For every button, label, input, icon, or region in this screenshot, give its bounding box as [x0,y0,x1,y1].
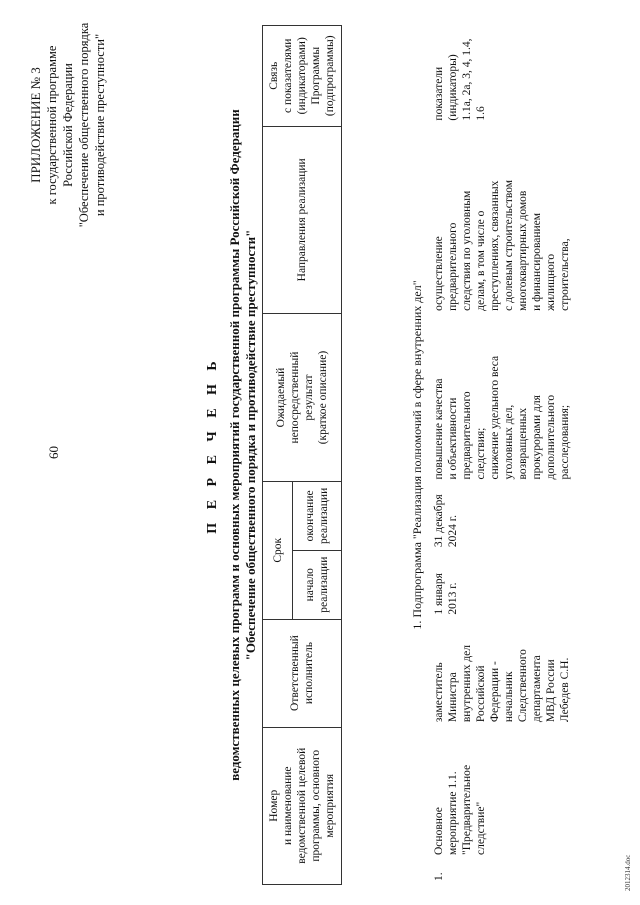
document-heading [205,5,259,885]
row-responsible: заместитель Министра внутренних дел Российской Федерации - начальник Следственного департамента МВД России Лебедев С.Н. [433,644,571,723]
heading-program-name: "Обеспечение общественного порядка и противодействие преступности" [243,229,258,661]
header-number-name: Номер и наименование ведомственной целевой программы, основного мероприятия [263,727,342,884]
heading-title: П Е Р Е Ч Е Н Ь [205,356,220,534]
appendix-title: ПРИЛОЖЕНИЕ № 3 [28,67,43,183]
appendix-block [28,5,108,245]
heading-subtitle: ведомственных целевых программ и основных мероприятий государственной программы Российской Федерации [227,109,242,781]
row-number-name [432,726,572,885]
header-term-end: окончание реализации [293,481,342,550]
row-end: 31 декабря 2024 г. [433,494,459,548]
appendix-line: к государственной программе [45,45,59,205]
row-link: показатели (индикаторы) 1.1а, 2а, 3, 4, 1.4, 1.6 [433,38,487,121]
row-directions: осуществление предварительного следствия по уголовным делам, в том числе о преступлениях, связанных с долевым строительством многоквартирных домов и финансированием жилищного строительства, [433,179,571,311]
row-index: 1. [433,872,445,881]
subprogram-title: 1. Подпрограмма "Реализация полномочий в сфере внутренних дел" [410,280,424,630]
header-responsible: Ответственный исполнитель [263,619,342,727]
appendix-line: Российской Федерации [61,63,75,187]
appendix-line: и противодействие преступности" [93,33,107,217]
header-table [262,25,342,885]
row-result: повышение качества и объективности предварительного следствия; снижение удельного веса уголовных дел, возвращенных прокурорами для дополнительного расследования; [433,355,571,480]
data-table [432,25,572,885]
appendix-line: "Обеспечение общественного порядка [77,22,91,228]
header-link: Связь с показателями (индикаторами) Программы (подпрограммы) [263,26,342,127]
header-expected-result: Ожидаемый непосредственный результат (краткое описание) [263,314,342,482]
page-number: 60 [46,446,61,459]
header-term-start: начало реализации [293,550,342,619]
table-row [432,25,572,885]
doc-filename: 2012314.doc [624,854,632,891]
row-name: Основное мероприятие 1.1. "Предварительное следствие" [433,764,487,855]
row-start: 1 января 2013 г. [433,573,459,615]
header-term: Срок [263,481,293,619]
header-directions: Направления реализации [263,126,342,314]
